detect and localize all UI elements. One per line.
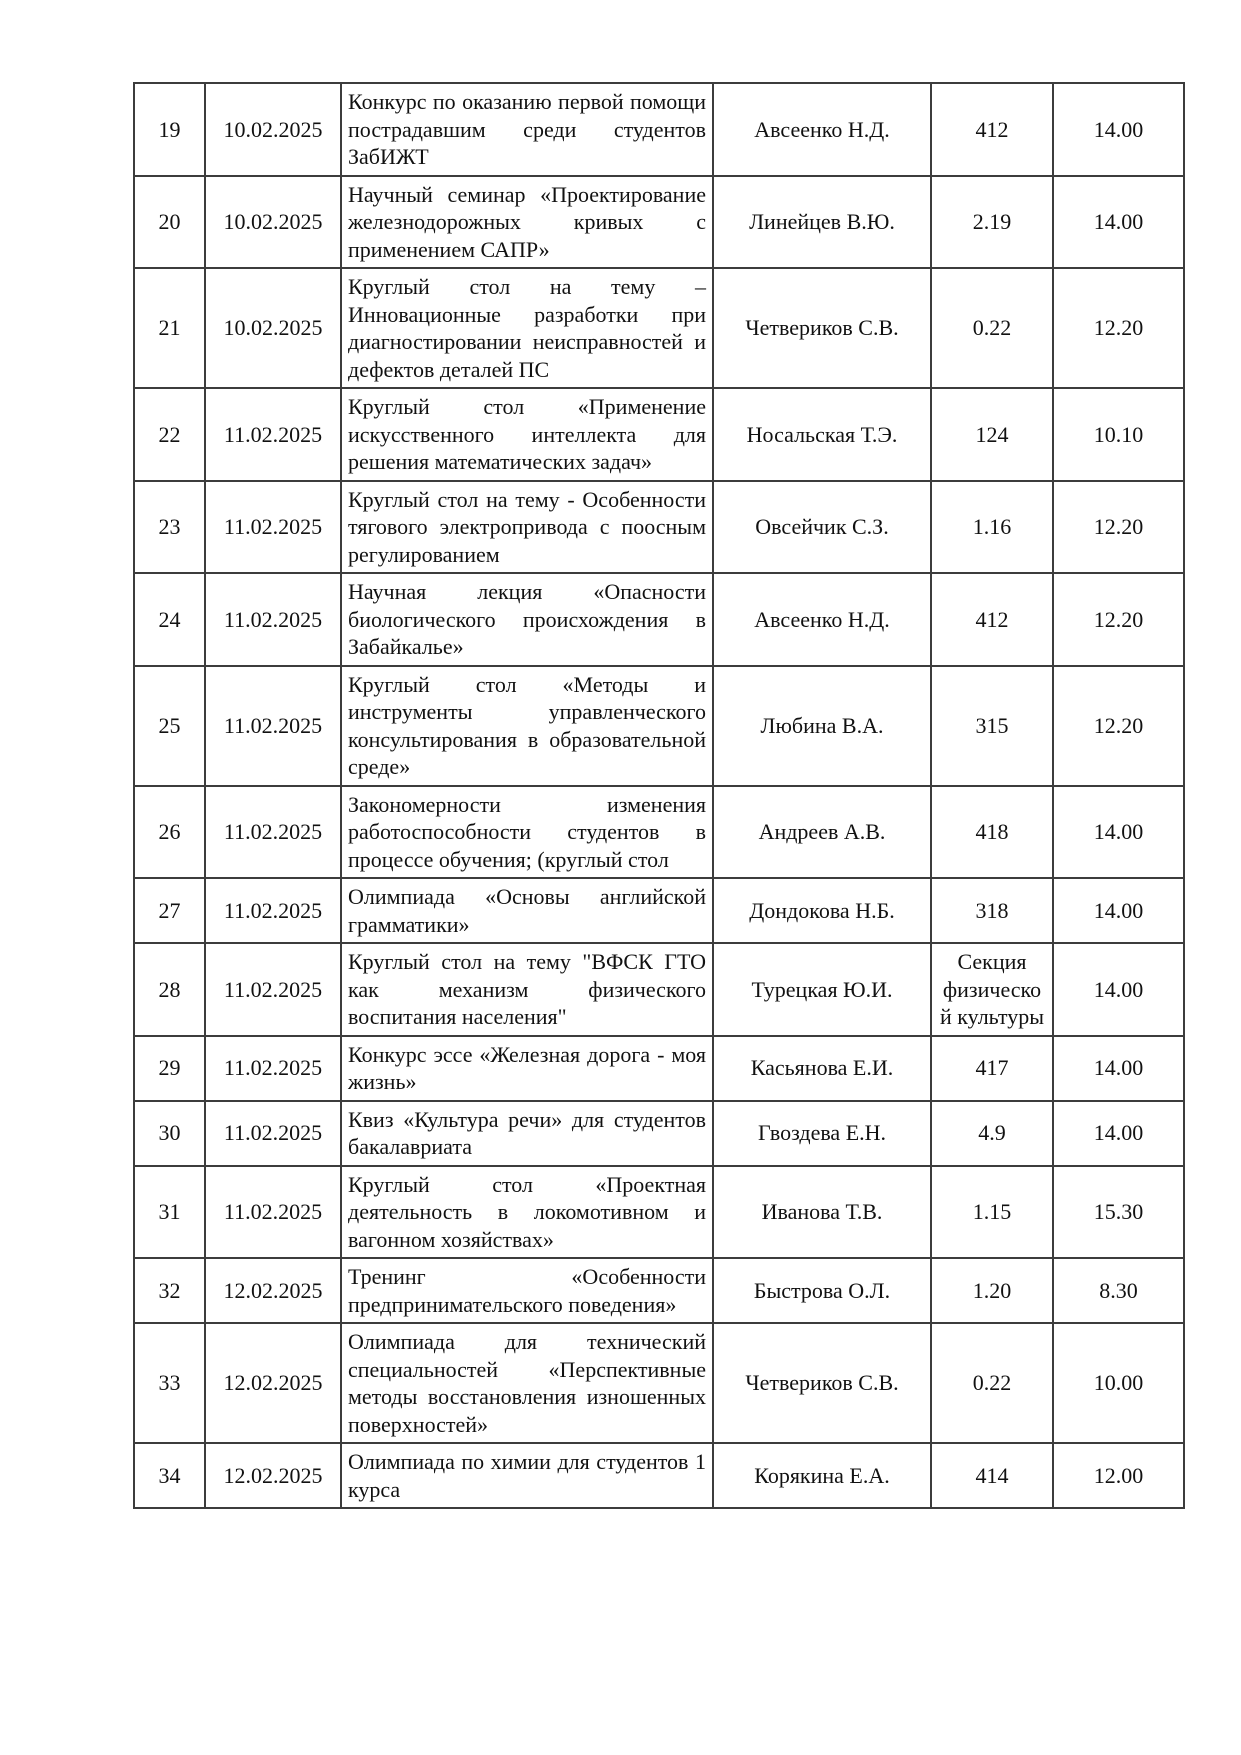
event-title-cell: Олимпиада «Основы английской грамматики» bbox=[341, 878, 713, 943]
date-cell: 11.02.2025 bbox=[205, 1101, 341, 1166]
table-row bbox=[134, 268, 1184, 388]
row-number-cell: 24 bbox=[134, 573, 205, 666]
date-cell: 11.02.2025 bbox=[205, 1166, 341, 1259]
time-cell: 14.00 bbox=[1053, 786, 1184, 879]
event-title-cell: Научный семинар «Проектирование железнодорожных кривых с применением САПР» bbox=[341, 176, 713, 269]
room-cell: 412 bbox=[931, 83, 1053, 176]
time-cell: 12.20 bbox=[1053, 666, 1184, 786]
date-cell: 11.02.2025 bbox=[205, 573, 341, 666]
time-cell: 12.20 bbox=[1053, 268, 1184, 388]
table-row bbox=[134, 83, 1184, 176]
time-cell: 14.00 bbox=[1053, 878, 1184, 943]
table-row bbox=[134, 1443, 1184, 1508]
date-cell: 10.02.2025 bbox=[205, 268, 341, 388]
row-number-cell: 32 bbox=[134, 1258, 205, 1323]
event-title-cell: Конкурс эссе «Железная дорога - моя жизнь» bbox=[341, 1036, 713, 1101]
time-cell: 8.30 bbox=[1053, 1258, 1184, 1323]
event-title-cell: Круглый стол «Проектная деятельность в локомотивном и вагонном хозяйствах» bbox=[341, 1166, 713, 1259]
time-cell: 14.00 bbox=[1053, 1101, 1184, 1166]
table-row bbox=[134, 1101, 1184, 1166]
table-row bbox=[134, 943, 1184, 1036]
organizer-cell: Четвериков С.В. bbox=[713, 268, 931, 388]
organizer-cell: Овсейчик С.З. bbox=[713, 481, 931, 574]
organizer-cell: Турецкая Ю.И. bbox=[713, 943, 931, 1036]
room-cell: 124 bbox=[931, 388, 1053, 481]
row-number-cell: 31 bbox=[134, 1166, 205, 1259]
event-title-cell: Конкурс по оказанию первой помощи пострадавшим среди студентов ЗабИЖТ bbox=[341, 83, 713, 176]
time-cell: 14.00 bbox=[1053, 176, 1184, 269]
time-cell: 15.30 bbox=[1053, 1166, 1184, 1259]
table-row bbox=[134, 878, 1184, 943]
time-cell: 10.00 bbox=[1053, 1323, 1184, 1443]
date-cell: 11.02.2025 bbox=[205, 666, 341, 786]
event-title-cell: Олимпиада по химии для студентов 1 курса bbox=[341, 1443, 713, 1508]
event-title-cell: Олимпиада для технический специальностей «Перспективные методы восстановления изношенных поверхностей» bbox=[341, 1323, 713, 1443]
table-row bbox=[134, 786, 1184, 879]
row-number-cell: 34 bbox=[134, 1443, 205, 1508]
row-number-cell: 21 bbox=[134, 268, 205, 388]
row-number-cell: 29 bbox=[134, 1036, 205, 1101]
room-cell: 417 bbox=[931, 1036, 1053, 1101]
room-cell: 414 bbox=[931, 1443, 1053, 1508]
event-title-cell: Круглый стол на тему "ВФСК ГТО как механизм физического воспитания населения" bbox=[341, 943, 713, 1036]
room-cell: 1.16 bbox=[931, 481, 1053, 574]
organizer-cell: Носальская Т.Э. bbox=[713, 388, 931, 481]
time-cell: 10.10 bbox=[1053, 388, 1184, 481]
row-number-cell: 23 bbox=[134, 481, 205, 574]
row-number-cell: 33 bbox=[134, 1323, 205, 1443]
room-cell: 315 bbox=[931, 666, 1053, 786]
event-title-cell: Круглый стол на тему - Особенности тягового электропривода с поосным регулированием bbox=[341, 481, 713, 574]
event-title-cell: Круглый стол «Применение искусственного интеллекта для решения математических задач» bbox=[341, 388, 713, 481]
organizer-cell: Гвоздева Е.Н. bbox=[713, 1101, 931, 1166]
room-cell: 1.20 bbox=[931, 1258, 1053, 1323]
organizer-cell: Андреев А.В. bbox=[713, 786, 931, 879]
room-cell: 4.9 bbox=[931, 1101, 1053, 1166]
date-cell: 11.02.2025 bbox=[205, 1036, 341, 1101]
date-cell: 11.02.2025 bbox=[205, 481, 341, 574]
row-number-cell: 27 bbox=[134, 878, 205, 943]
room-cell: 318 bbox=[931, 878, 1053, 943]
room-cell: 2.19 bbox=[931, 176, 1053, 269]
room-cell: 0.22 bbox=[931, 268, 1053, 388]
organizer-cell: Авсеенко Н.Д. bbox=[713, 83, 931, 176]
organizer-cell: Касьянова Е.И. bbox=[713, 1036, 931, 1101]
table-row bbox=[134, 1323, 1184, 1443]
events-table-body bbox=[134, 83, 1184, 1508]
organizer-cell: Дондокова Н.Б. bbox=[713, 878, 931, 943]
organizer-cell: Линейцев В.Ю. bbox=[713, 176, 931, 269]
row-number-cell: 19 bbox=[134, 83, 205, 176]
time-cell: 12.20 bbox=[1053, 573, 1184, 666]
table-row bbox=[134, 666, 1184, 786]
event-title-cell: Закономерности изменения работоспособности студентов в процессе обучения; (круглый стол bbox=[341, 786, 713, 879]
room-cell: Секция физической культуры bbox=[931, 943, 1053, 1036]
table-row bbox=[134, 573, 1184, 666]
date-cell: 12.02.2025 bbox=[205, 1258, 341, 1323]
time-cell: 14.00 bbox=[1053, 943, 1184, 1036]
row-number-cell: 20 bbox=[134, 176, 205, 269]
organizer-cell: Иванова Т.В. bbox=[713, 1166, 931, 1259]
row-number-cell: 25 bbox=[134, 666, 205, 786]
room-cell: 412 bbox=[931, 573, 1053, 666]
time-cell: 12.20 bbox=[1053, 481, 1184, 574]
date-cell: 11.02.2025 bbox=[205, 878, 341, 943]
room-cell: 418 bbox=[931, 786, 1053, 879]
table-row bbox=[134, 176, 1184, 269]
event-title-cell: Научная лекция «Опасности биологического происхождения в Забайкалье» bbox=[341, 573, 713, 666]
date-cell: 10.02.2025 bbox=[205, 176, 341, 269]
room-cell: 0.22 bbox=[931, 1323, 1053, 1443]
event-title-cell: Круглый стол «Методы и инструменты управленческого консультирования в образовательной среде» bbox=[341, 666, 713, 786]
date-cell: 11.02.2025 bbox=[205, 786, 341, 879]
row-number-cell: 26 bbox=[134, 786, 205, 879]
time-cell: 12.00 bbox=[1053, 1443, 1184, 1508]
event-title-cell: Квиз «Культура речи» для студентов бакалавриата bbox=[341, 1101, 713, 1166]
time-cell: 14.00 bbox=[1053, 1036, 1184, 1101]
table-row bbox=[134, 1258, 1184, 1323]
row-number-cell: 22 bbox=[134, 388, 205, 481]
table-row bbox=[134, 388, 1184, 481]
date-cell: 12.02.2025 bbox=[205, 1323, 341, 1443]
organizer-cell: Быстрова О.Л. bbox=[713, 1258, 931, 1323]
row-number-cell: 30 bbox=[134, 1101, 205, 1166]
organizer-cell: Авсеенко Н.Д. bbox=[713, 573, 931, 666]
events-schedule-table bbox=[133, 82, 1185, 1509]
table-row bbox=[134, 1166, 1184, 1259]
event-title-cell: Тренинг «Особенности предпринимательского поведения» bbox=[341, 1258, 713, 1323]
time-cell: 14.00 bbox=[1053, 83, 1184, 176]
organizer-cell: Четвериков С.В. bbox=[713, 1323, 931, 1443]
organizer-cell: Любина В.А. bbox=[713, 666, 931, 786]
date-cell: 11.02.2025 bbox=[205, 388, 341, 481]
event-title-cell: Круглый стол на тему – Инновационные разработки при диагностировании неисправностей и дефектов деталей ПС bbox=[341, 268, 713, 388]
row-number-cell: 28 bbox=[134, 943, 205, 1036]
date-cell: 11.02.2025 bbox=[205, 943, 341, 1036]
table-row bbox=[134, 481, 1184, 574]
date-cell: 12.02.2025 bbox=[205, 1443, 341, 1508]
date-cell: 10.02.2025 bbox=[205, 83, 341, 176]
room-cell: 1.15 bbox=[931, 1166, 1053, 1259]
table-row bbox=[134, 1036, 1184, 1101]
organizer-cell: Корякина Е.А. bbox=[713, 1443, 931, 1508]
